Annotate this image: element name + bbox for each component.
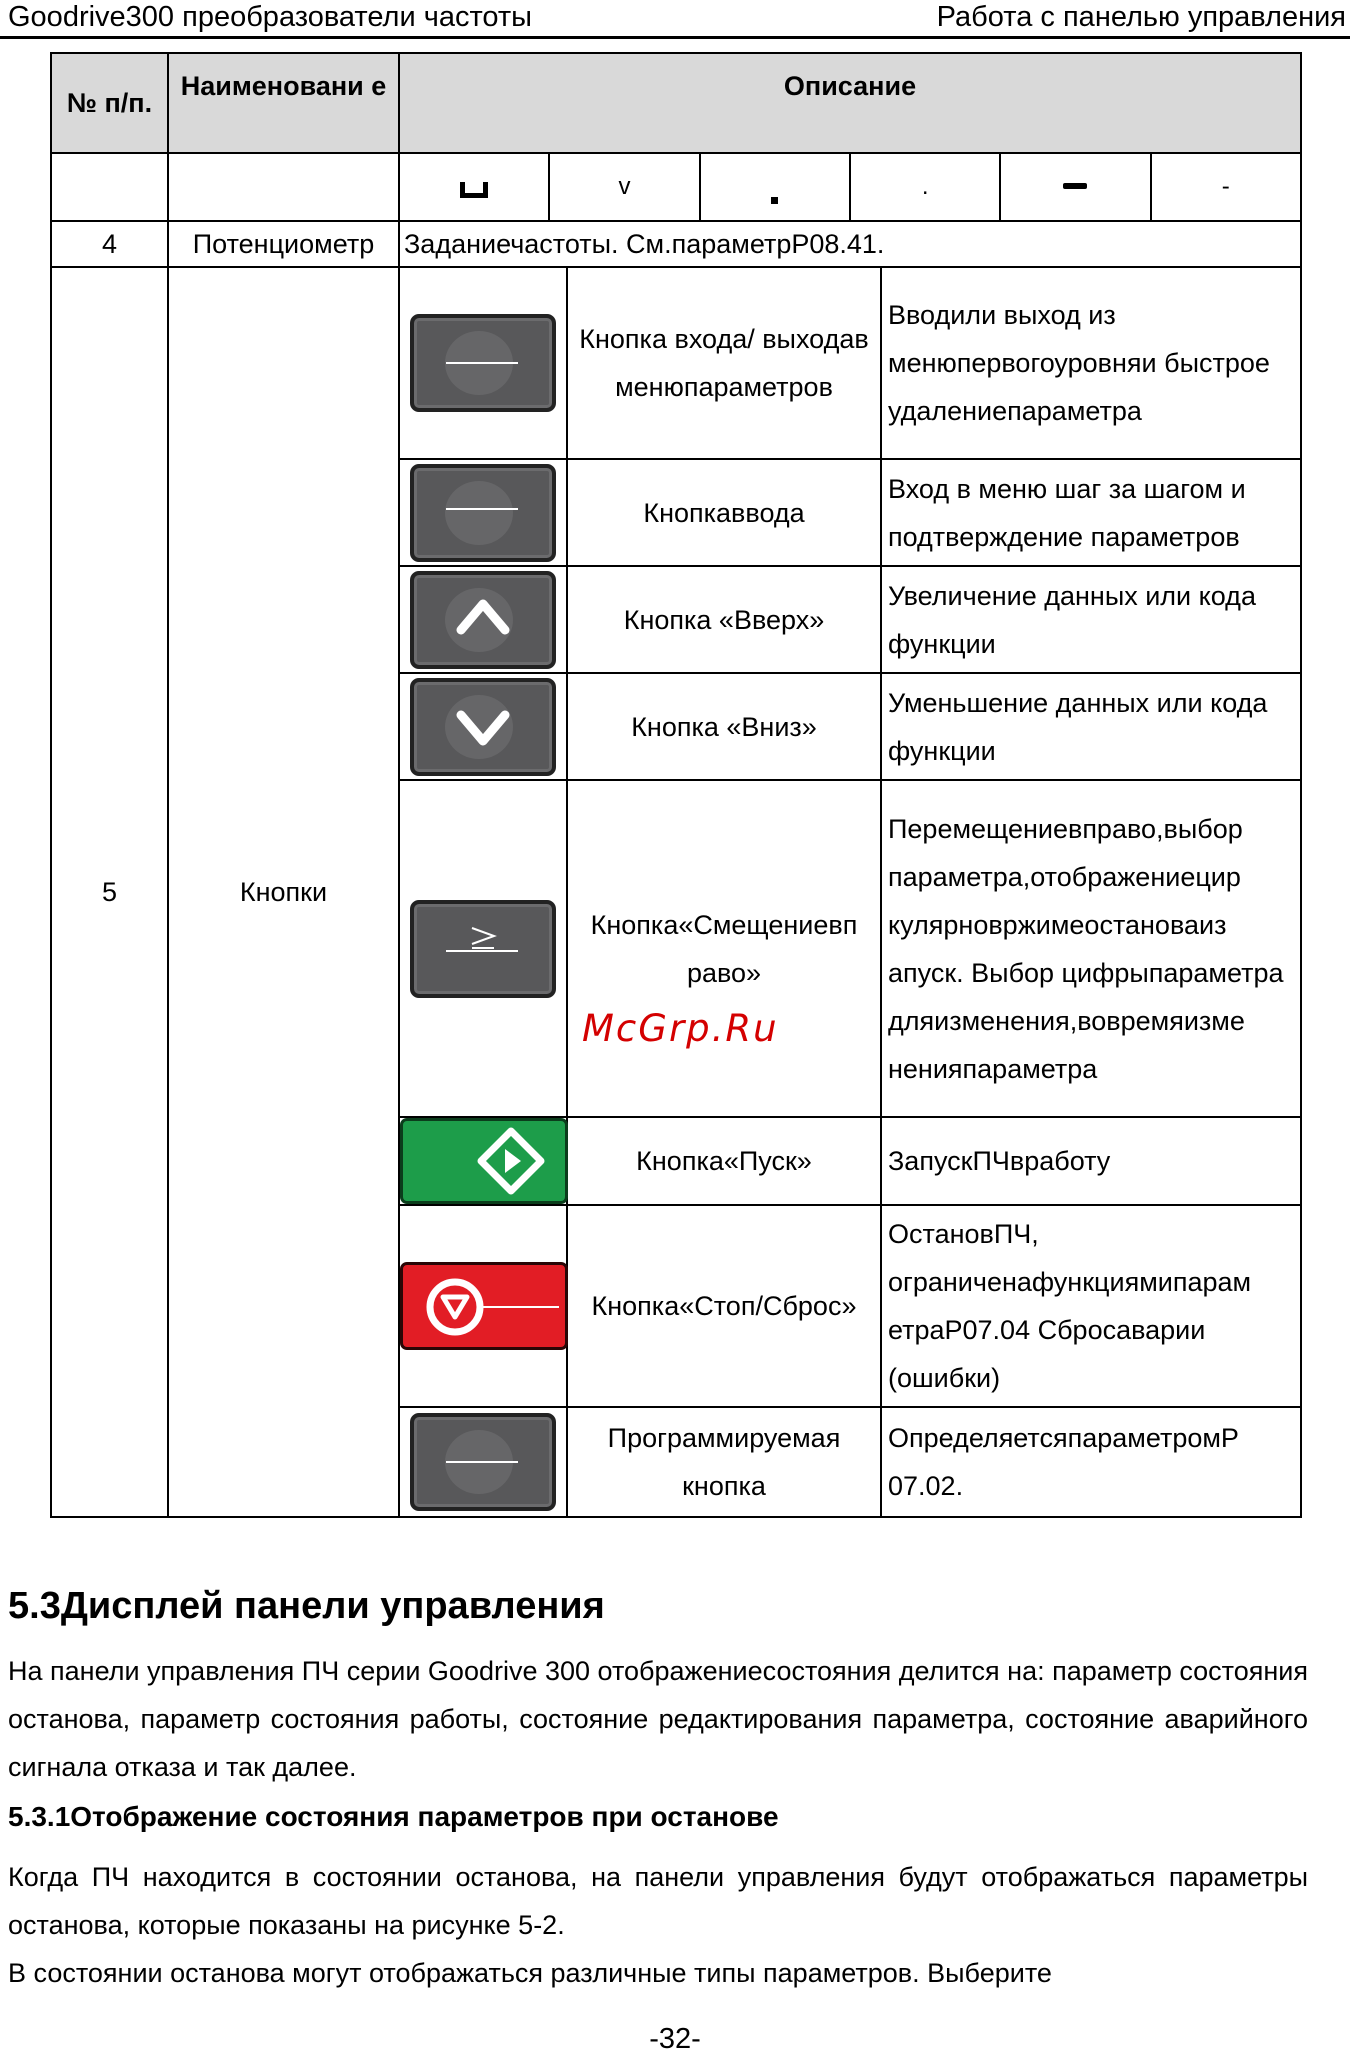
header-left: Goodrive300 преобразователи частоты — [8, 1, 533, 33]
btn-desc-enter: Вход в меню шаг за шагом и подтверждение параметров — [881, 459, 1301, 566]
btn-name-prog: Программируемая кнопка — [567, 1407, 881, 1517]
btn-name-shift: Кнопка«Смещениевп раво» — [567, 780, 881, 1117]
btn-cell-enter — [399, 459, 567, 566]
paragraph-1: Когда ПЧ находится в состоянии останова, на панели управления будут отображаться параметры останова, которые показаны на рисунке 5-2. — [8, 1862, 1308, 1940]
segment-row-desc — [399, 153, 1301, 221]
segment-strip — [400, 154, 1300, 220]
btn-name-menu: Кнопка входа/ выходав менюпараметров — [567, 267, 881, 459]
segment-row-num — [51, 153, 168, 221]
shift-key-icon — [410, 900, 556, 998]
btn-desc-stop: ОстановПЧ, ограниченафункциямипарам етраP07.04 Сбросаварии (ошибки) — [881, 1205, 1301, 1407]
btn-desc-down: Уменьшение данных или кода функции — [881, 673, 1301, 780]
segment-u-icon — [454, 172, 494, 202]
btn-desc-menu: Вводили выход из менюпервогоуровняи быстрое удалениепараметра — [881, 267, 1301, 459]
programmable-key-icon — [410, 1413, 556, 1511]
col-header-desc: Описание — [399, 53, 1301, 153]
run-key-icon — [400, 1118, 568, 1204]
down-key-icon — [410, 678, 556, 776]
stop-reset-key-icon — [400, 1262, 568, 1350]
btn-desc-run: ЗапускПЧвработу — [881, 1117, 1301, 1205]
row4-desc: Заданиечастоты. См.параметрP08.41. — [399, 221, 1301, 267]
btn-cell-menu — [399, 267, 567, 459]
segment-dot-icon — [765, 167, 785, 207]
col-header-num: № п/п. — [51, 53, 168, 153]
btn-cell-run — [399, 1117, 567, 1205]
page-number: -32- — [649, 2023, 701, 2055]
segment-glyph-2: v — [550, 154, 700, 220]
buttons-table — [50, 52, 1302, 1518]
row5-name: Кнопки — [168, 267, 399, 1517]
row5-num: 5 — [51, 267, 168, 1517]
paragraph-2: В состоянии останова могут отображаться различные типы параметров. Выберите — [8, 1958, 1052, 1988]
btn-name-run: Кнопка«Пуск» — [567, 1117, 881, 1205]
segment-dash-icon — [1060, 177, 1090, 197]
segment-glyph-5 — [1001, 154, 1151, 220]
btn-name-stop: Кнопка«Стоп/Сброс» — [567, 1205, 881, 1407]
row4-name: Потенциометр — [168, 221, 399, 267]
btn-cell-down — [399, 673, 567, 780]
section-title: 5.3Дисплей панели управления — [8, 1585, 605, 1627]
segment-glyph-6: - — [1221, 173, 1230, 200]
btn-name-up: Кнопка «Вверх» — [567, 566, 881, 673]
btn-cell-stop — [399, 1205, 567, 1407]
btn-cell-shift — [399, 780, 567, 1117]
header-right: Работа с панелью управления — [936, 1, 1346, 33]
segment-glyph-1 — [400, 154, 550, 220]
btn-cell-prog — [399, 1407, 567, 1517]
btn-desc-shift: Перемещениевправо,выбор параметра,отображениецир кулярновржимеостановаиз апуск. Выбор цифрыпараметра дляизменения,вовремяизме ненияпараметра — [881, 780, 1301, 1117]
btn-desc-prog: ОпределяетсяпараметромP 07.02. — [881, 1407, 1301, 1517]
btn-cell-up — [399, 566, 567, 673]
btn-desc-up: Увеличение данных или кода функции — [881, 566, 1301, 673]
menu-key-icon — [410, 314, 556, 412]
segment-row-name — [168, 153, 399, 221]
segment-glyph-3 — [701, 154, 851, 220]
btn-name-enter: Кнопкаввода — [567, 459, 881, 566]
btn-name-down: Кнопка «Вниз» — [567, 673, 881, 780]
segment-glyph-4: . — [851, 154, 1001, 220]
watermark: McGrp.Ru — [582, 1007, 779, 1050]
subsection-title: 5.3.1Отображение состояния параметров при останове — [8, 1801, 779, 1832]
row4-num: 4 — [51, 221, 168, 267]
col-header-name: Наименовани е — [168, 53, 399, 153]
enter-key-icon — [410, 464, 556, 562]
header-rule — [0, 36, 1350, 39]
section-intro: На панели управления ПЧ серии Goodrive 300 отображениесостояния делится на: параметр состояния останова, параметр состояния работы, состояние редактирования параметра, состояние аварийного сигнала отказа и так далее. — [8, 1656, 1308, 1782]
up-key-icon — [410, 571, 556, 669]
